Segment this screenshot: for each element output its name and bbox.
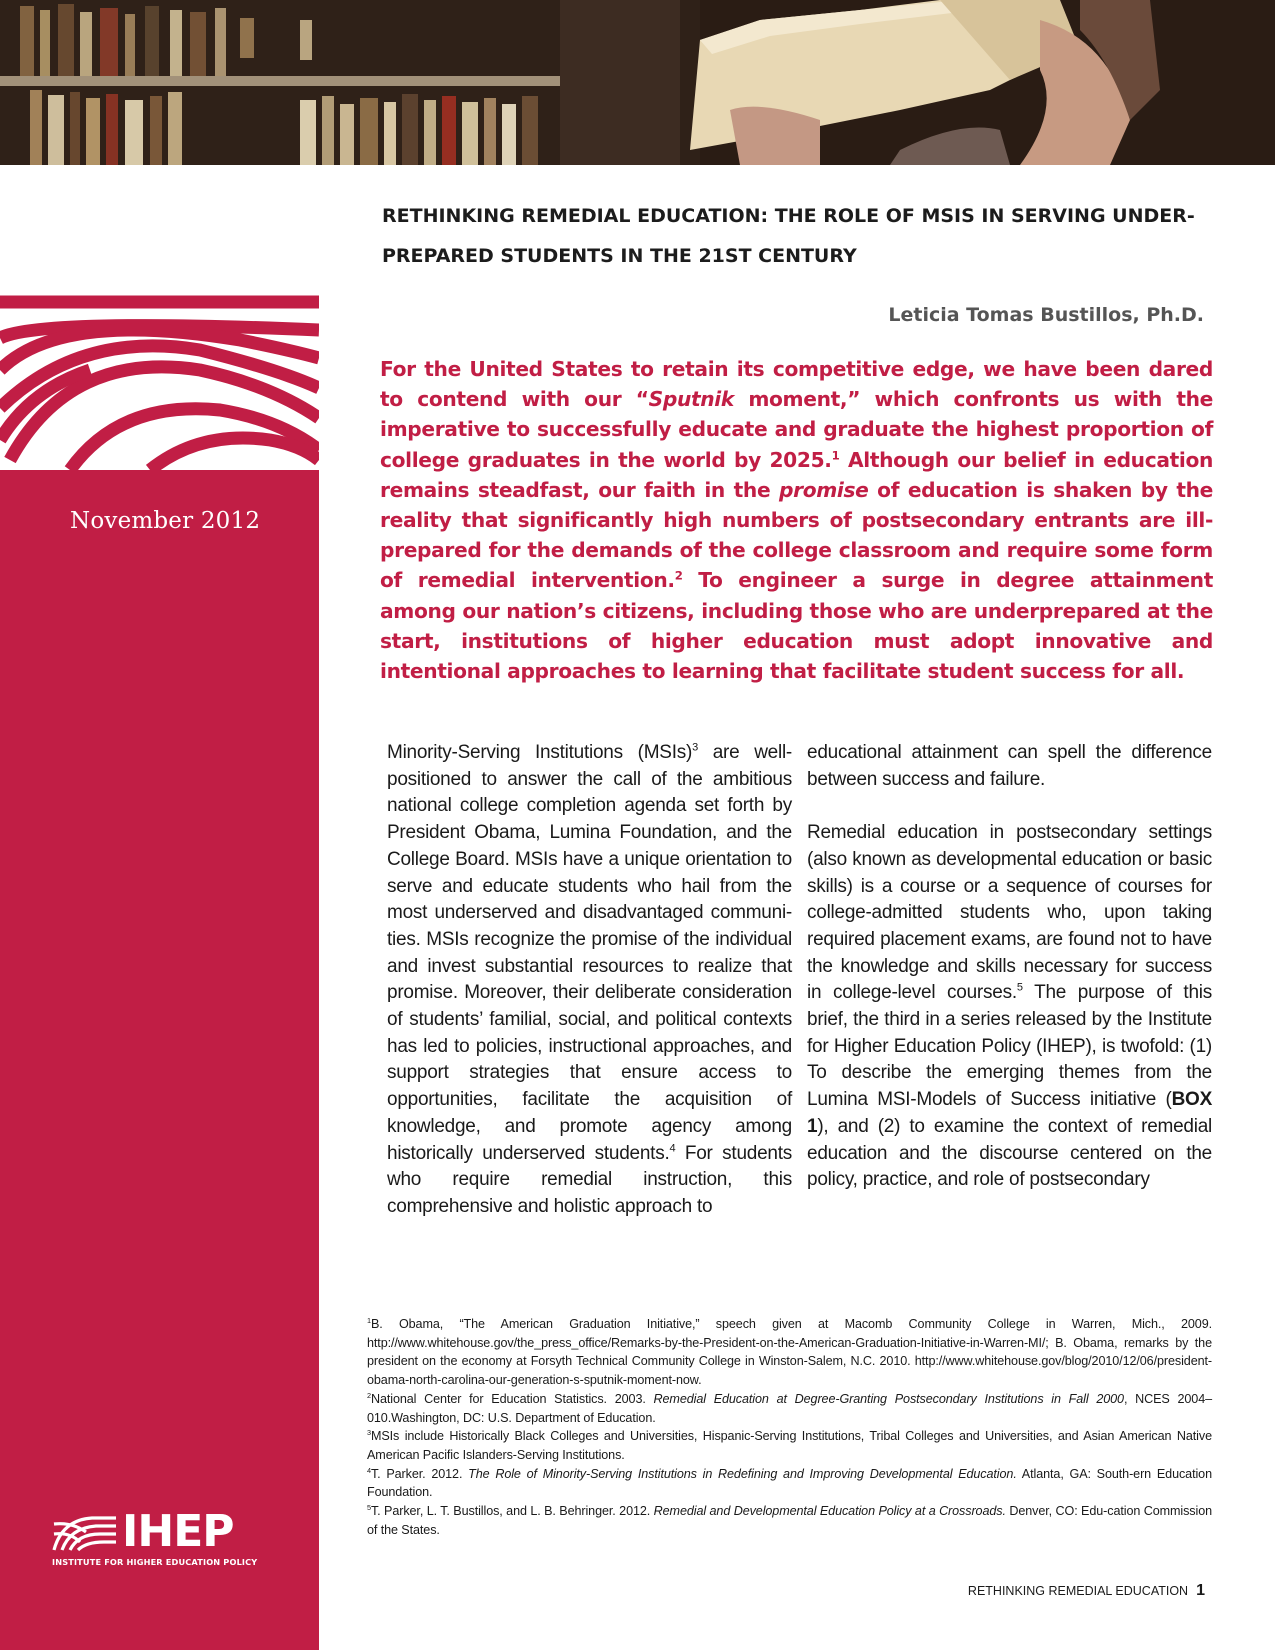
footnote-ref[interactable]: 3 [692,741,698,754]
ihep-logo [52,1506,258,1567]
body-paragraph: educational attainment can spell the difference between success and failure. [807,742,1212,790]
body-paragraph: Minority-Serving Institutions (MSIs)$^3$ are well-positioned to answer the call of the ambitious national college completion agenda set forth by President Obama, Lumina Foundation, and the College Board. MSIs have a unique orientation to serve and educate students who hail from the most underserved and disadvantaged communi-ties. MSIs recognize the promise of the individual and invest substantial resources to realize that promise. Moreover, their deliberate consideration of students’ familial, social, and political contexts has led to policies, instructional approaches, and support strategies that ensure access to opportunities, facilitate the acquisition of knowledge, and promote agency among historically underserved students.$^4$ For students who require remedial instruction, this comprehensive and holistic approach to [387,741,793,1217]
footnote-ref[interactable]: 5 [1016,981,1023,994]
document-title: RETHINKING REMEDIAL EDUCATION: THE ROLE OF MSIS IN SERVING UNDER-PREPARED STUDENTS IN THE 21ST CENTURY [382,205,1195,267]
running-title: RETHINKING REMEDIAL EDUCATION [967,1584,1189,1598]
arches-emblem-icon [0,290,319,470]
footnote-4: $^4$T. Parker. 2012. The Role of Minority-Serving Institutions in Redefining and Improving Developmental Education. Atlanta, GA: South-ern Education Foundation. [367,1465,1212,1500]
box-reference[interactable]: BOX 1 [807,1089,1212,1137]
bookshelf-illustration [0,0,1275,165]
page-number: 1 [1196,1582,1205,1599]
footnote-ref[interactable]: 2 [674,568,683,583]
body-paragraph: Remedial education in postsecondary settings (also known as developmental education or basic skills) is a course or a sequence of courses for college-admitted students who, upon taking required placement exams, are found not to have the knowledge and skills necessary for success in college-level courses.$^5$ The purpose of this brief, the third in a series released by the Institute for Higher Education Policy (IHEP), is twofold: (1) To describe the emerging themes from the Lumina MSI-Models of Success initiative (BOX 1), and (2) to examine the context of remedial education and the discourse centered on the policy, practice, and role of postsecondary [807,822,1213,1191]
footnote-1: $^1$B. Obama, “The American Graduation Initiative,” speech given at Macomb Community College in Warren, Mich., 2009. http://www.whitehouse.gov/the_press_office/Remarks-by-the-President-on-the-American-Graduation-Initiative-in-Warren-MI/; B. Obama, remarks by the president on the economy at Forsyth Technical Community College in Winston-Salem, N.C. 2010. http://www.whitehouse.gov/blog/2010/12/06/president-obama-north-carolina-our-generation-s-sputnik-moment-now. [367,1315,1212,1388]
sidebar-panel [0,290,319,1650]
author-name: Leticia Tomas Bustillos, Ph.D. [888,304,1204,326]
page-footer [850,1582,1205,1600]
footnote-3: $^3$MSIs include Historically Black Colleges and Universities, Hispanic-Serving Institutions, Tribal Colleges and Universities, and Asian American Native American Pacific Islanders-Serving Institutions. [367,1428,1212,1462]
footnotes [367,1315,1212,1539]
publication-date: November 2012 [70,508,261,534]
footnote-2: $^2$National Center for Education Statistics. 2003. Remedial Education at Degree-Granting Postsecondary Institutions in Fall 2000, NCES 2004–010.Washington, DC: U.S. Department of Education. [367,1390,1213,1425]
header-photo-banner [0,0,1275,165]
body-columns [387,740,1212,1247]
lead-paragraph: For the United States to retain its competitive edge, we have been dared to contend with our “Sputnik moment,” which confronts us with the imperative to successfully educate and graduate the highest proportion of college graduates in the world by 2025.$^1$ Although our belief in education remains steadfast, our faith in the promise of education is shaken by the reality that significantly high numbers of postsecondary entrants are ill-prepared for the demands of the college classroom and require some form of remedial intervention.$^2$ To engineer a surge in degree attainment among our nation’s citizens, including those who are underprepared at the start, institutions of higher education must adopt innovative and intentional approaches to learning that facilitate student success for all. [380,357,1214,684]
logo-wordmark: IHEP [122,1506,234,1557]
logo-subtitle: INSTITUTE FOR HIGHER EDUCATION POLICY [52,1557,258,1567]
body-column-right [807,740,1212,1247]
body-column-left [387,740,792,1247]
footnote-ref[interactable]: 1 [831,447,840,462]
footnote-5: $^5$T. Parker, L. T. Bustillos, and L. B. Behringer. 2012. Remedial and Developmental Education Policy at a Crossroads. Denver, CO: Edu-cation Commission of the States. [367,1502,1213,1537]
footnote-ref[interactable]: 4 [669,1142,676,1155]
ihep-arches-icon [52,1512,116,1552]
